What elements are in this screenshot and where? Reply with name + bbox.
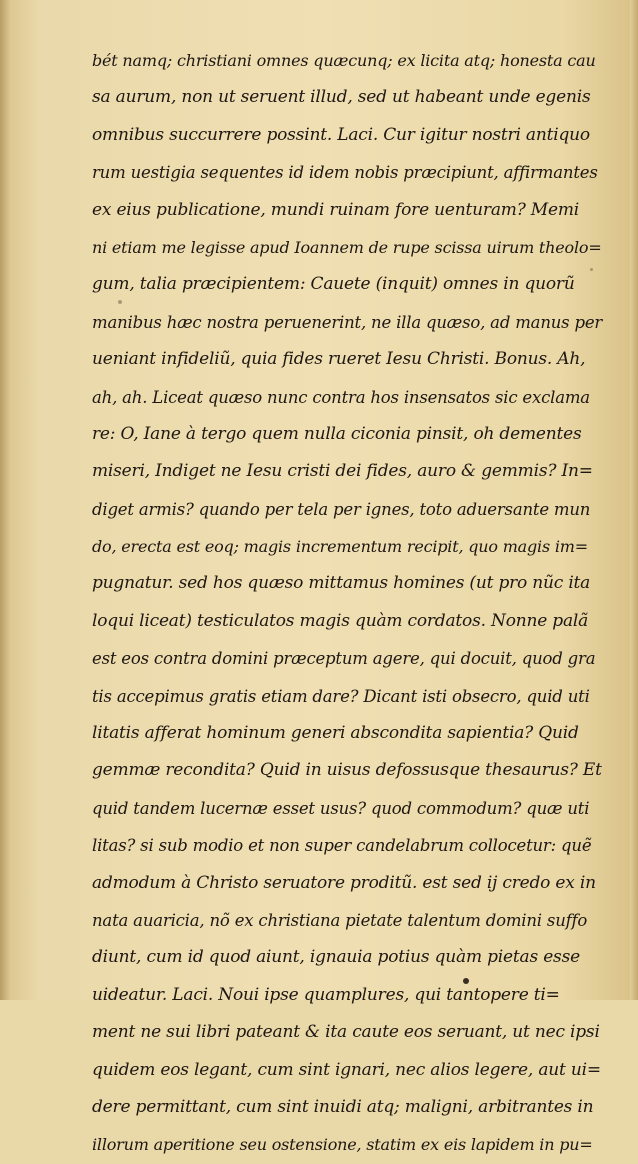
text-line: quidem eos legant, cum sint ignari, nec alios legere, aut ui=	[92, 1059, 601, 1080]
text-line: gemmæ recondita? Quid in uisus defossusque thesaurus? Et	[92, 760, 602, 781]
page-gutter	[0, 0, 10, 1000]
text-line: omnibus succurrere possint. Laci. Cur igitur nostri antiquo	[92, 124, 590, 145]
text-line: rum uestigia sequentes id idem nobis præcipiunt, affirmantes	[92, 163, 598, 183]
signature-mark	[463, 978, 469, 984]
text-line: diget armis? quando per tela per ignes, toto aduersante mun	[92, 499, 591, 519]
text-line: sa aurum, non ut seruent illud, sed ut habeant unde egenis	[92, 87, 591, 108]
text-line: bét namq; christiani omnes quæcunq; ex licita atq; honesta cau	[92, 51, 596, 70]
text-line: loqui liceat) testiculatos magis quàm cordatos. Nonne palã	[92, 610, 589, 631]
text-line: do, erecta est eoq; magis incrementum recipit, quo magis im=	[92, 537, 588, 557]
ink-speck	[590, 268, 593, 271]
text-line: pugnatur. sed hos quæso mittamus homines (ut pro nũc ita	[92, 573, 591, 594]
text-line: litatis afferat hominum generi abscondita sapientia? Quid	[92, 723, 579, 744]
text-line: tis accepimus gratis etiam dare? Dicant isti obsecro, quid uti	[92, 686, 590, 706]
text-line: ni etiam me legisse apud Ioannem de rupe scissa uirum theolo=	[92, 237, 602, 257]
text-line: quid tandem lucernæ esset usus? quod commodum? quæ uti	[92, 798, 590, 818]
text-block	[92, 42, 603, 1164]
text-line: re: O, Iane à tergo quem nulla ciconia pinsit, oh dementes	[92, 423, 582, 444]
ink-speck	[118, 300, 122, 304]
text-line: miseri, Indiget ne Iesu cristi dei fides, auro & gemmis? In=	[92, 461, 593, 482]
text-line: dere permittant, cum sint inuidi atq; maligni, arbitrantes in	[92, 1096, 594, 1117]
text-line: ment ne sui libri pateant & ita caute eos seruant, ut nec ipsi	[92, 1022, 600, 1043]
page-edge	[630, 0, 638, 1000]
text-line: ueniant infideliũ, quia fides rueret Iesu Christi. Bonus. Ah,	[92, 349, 586, 370]
text-line: uideatur. Laci. Noui ipse quamplures, qui tantopere ti=	[92, 984, 560, 1005]
text-line: gum, talia præcipientem: Cauete (inquit) omnes in quorũ	[92, 274, 575, 295]
text-line: litas? si sub modio et non super candelabrum collocetur: quẽ	[92, 836, 592, 856]
text-line: est eos contra domini præceptum agere, qui docuit, quod gra	[92, 649, 596, 669]
text-line: ex eius publicatione, mundi ruinam fore uenturam? Memi	[92, 199, 580, 220]
text-line: admodum à Christo seruatore proditũ. est sed ij credo ex in	[92, 872, 596, 893]
text-line: illorum aperitione seu ostensione, statim ex eis lapidem in pu=	[92, 1135, 593, 1155]
text-line: nata auaricia, nõ ex christiana pietate talentum domini suffo	[92, 910, 588, 930]
text-line: ah, ah. Liceat quæso nunc contra hos insensatos sic exclama	[92, 387, 590, 407]
text-line: manibus hæc nostra peruenerint, ne illa quæso, ad manus per	[92, 312, 603, 332]
text-line: diunt, cum id quod aiunt, ignauia potius quàm pietas esse	[92, 947, 580, 968]
